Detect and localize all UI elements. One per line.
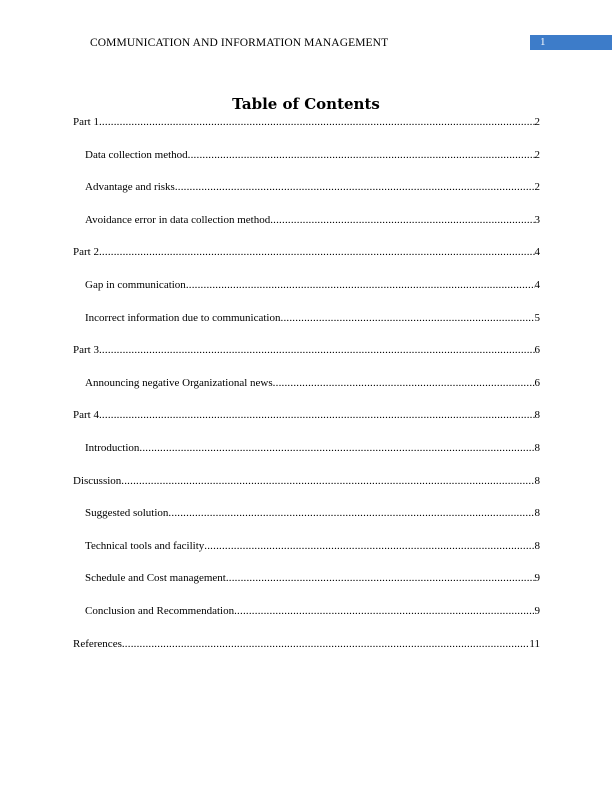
toc-dot-leader	[188, 148, 535, 162]
toc-dot-leader	[99, 343, 535, 357]
toc-entry[interactable]	[85, 213, 540, 227]
toc-entry[interactable]	[85, 571, 540, 585]
toc-entry[interactable]	[73, 408, 540, 422]
toc-entry-label: Part 2	[73, 246, 99, 259]
toc-entry-page-number: 2	[534, 148, 540, 161]
toc-entry-page-number: 9	[534, 572, 540, 585]
toc-entry-label: Part 4	[73, 409, 99, 422]
toc-entry-label: Advantage and risks	[85, 181, 175, 194]
toc-entry-page-number: 8	[534, 409, 540, 422]
toc-entry-page-number: 8	[534, 539, 540, 552]
page-number: 1	[540, 36, 546, 48]
toc-entry-page-number: 11	[529, 637, 540, 650]
toc-entry-page-number: 3	[534, 213, 540, 226]
toc-entry-label: Conclusion and Recommendation	[85, 605, 235, 617]
toc-entry[interactable]	[85, 148, 540, 162]
toc-entry[interactable]	[85, 539, 540, 553]
toc-dot-leader	[234, 604, 534, 618]
toc-entry[interactable]	[85, 441, 540, 455]
toc-entry[interactable]	[85, 311, 540, 325]
toc-entry-label: Avoidance error in data collection method	[85, 213, 271, 226]
toc-entry-label: Gap in communication	[85, 279, 186, 291]
toc-dot-leader	[99, 115, 535, 129]
toc-entry-page-number: 5	[534, 311, 540, 324]
toc-entry-label: Data collection method	[85, 148, 188, 161]
toc-entry[interactable]	[73, 115, 540, 129]
toc-entry-label: Announcing negative Organizational news	[85, 376, 273, 389]
toc-entry-label: Introduction	[85, 442, 140, 454]
toc-entry-page-number: 6	[534, 376, 540, 389]
toc-dot-leader	[99, 408, 535, 422]
toc-entry-label: Schedule and Cost management	[85, 572, 226, 585]
toc-dot-leader	[99, 245, 535, 259]
toc-dot-leader	[281, 311, 535, 325]
toc-dot-leader	[204, 539, 534, 553]
toc-entry-label: Discussion	[73, 474, 122, 487]
toc-entry-label: Suggested solution	[85, 507, 169, 520]
toc-entry[interactable]	[85, 376, 540, 390]
toc-dot-leader	[168, 506, 534, 520]
running-head: COMMUNICATION AND INFORMATION MANAGEMENT	[90, 37, 389, 49]
toc-entry[interactable]	[85, 604, 540, 618]
toc-dot-leader	[139, 441, 534, 455]
toc-title: Table of Contents	[232, 95, 380, 113]
toc-entry[interactable]	[73, 474, 540, 488]
toc-entry[interactable]	[85, 506, 540, 520]
toc-entry-label: Part 3	[73, 344, 99, 357]
toc-dot-leader	[175, 180, 535, 194]
toc-entry-page-number: 6	[534, 344, 540, 357]
page-number-box	[530, 35, 612, 50]
toc-entry[interactable]	[85, 278, 540, 292]
toc-entry[interactable]	[73, 343, 540, 357]
toc-entry-label: Part 1	[73, 116, 99, 128]
toc-dot-leader	[270, 213, 534, 227]
toc-entry-page-number: 2	[534, 181, 540, 194]
toc-entry-page-number: 9	[534, 605, 540, 617]
toc-dot-leader	[121, 474, 534, 488]
toc-dot-leader	[122, 637, 530, 651]
toc-entry[interactable]	[85, 180, 540, 194]
toc-entry[interactable]	[73, 245, 540, 259]
toc-entry-label: Incorrect information due to communication	[85, 311, 281, 324]
toc-entry-page-number: 8	[534, 442, 540, 454]
toc-entry-page-number: 4	[534, 279, 540, 291]
toc-entry-label: References	[73, 637, 122, 650]
toc-entry-page-number: 4	[534, 246, 540, 259]
toc-entry-page-number: 8	[534, 507, 540, 520]
toc-dot-leader	[186, 278, 535, 292]
toc-entry-label: Technical tools and facility	[85, 539, 205, 552]
toc-dot-leader	[226, 571, 535, 585]
toc-dot-leader	[273, 376, 535, 390]
toc-entry-page-number: 8	[534, 474, 540, 487]
toc-entry-page-number: 2	[534, 116, 540, 128]
toc-entry[interactable]	[73, 637, 540, 651]
